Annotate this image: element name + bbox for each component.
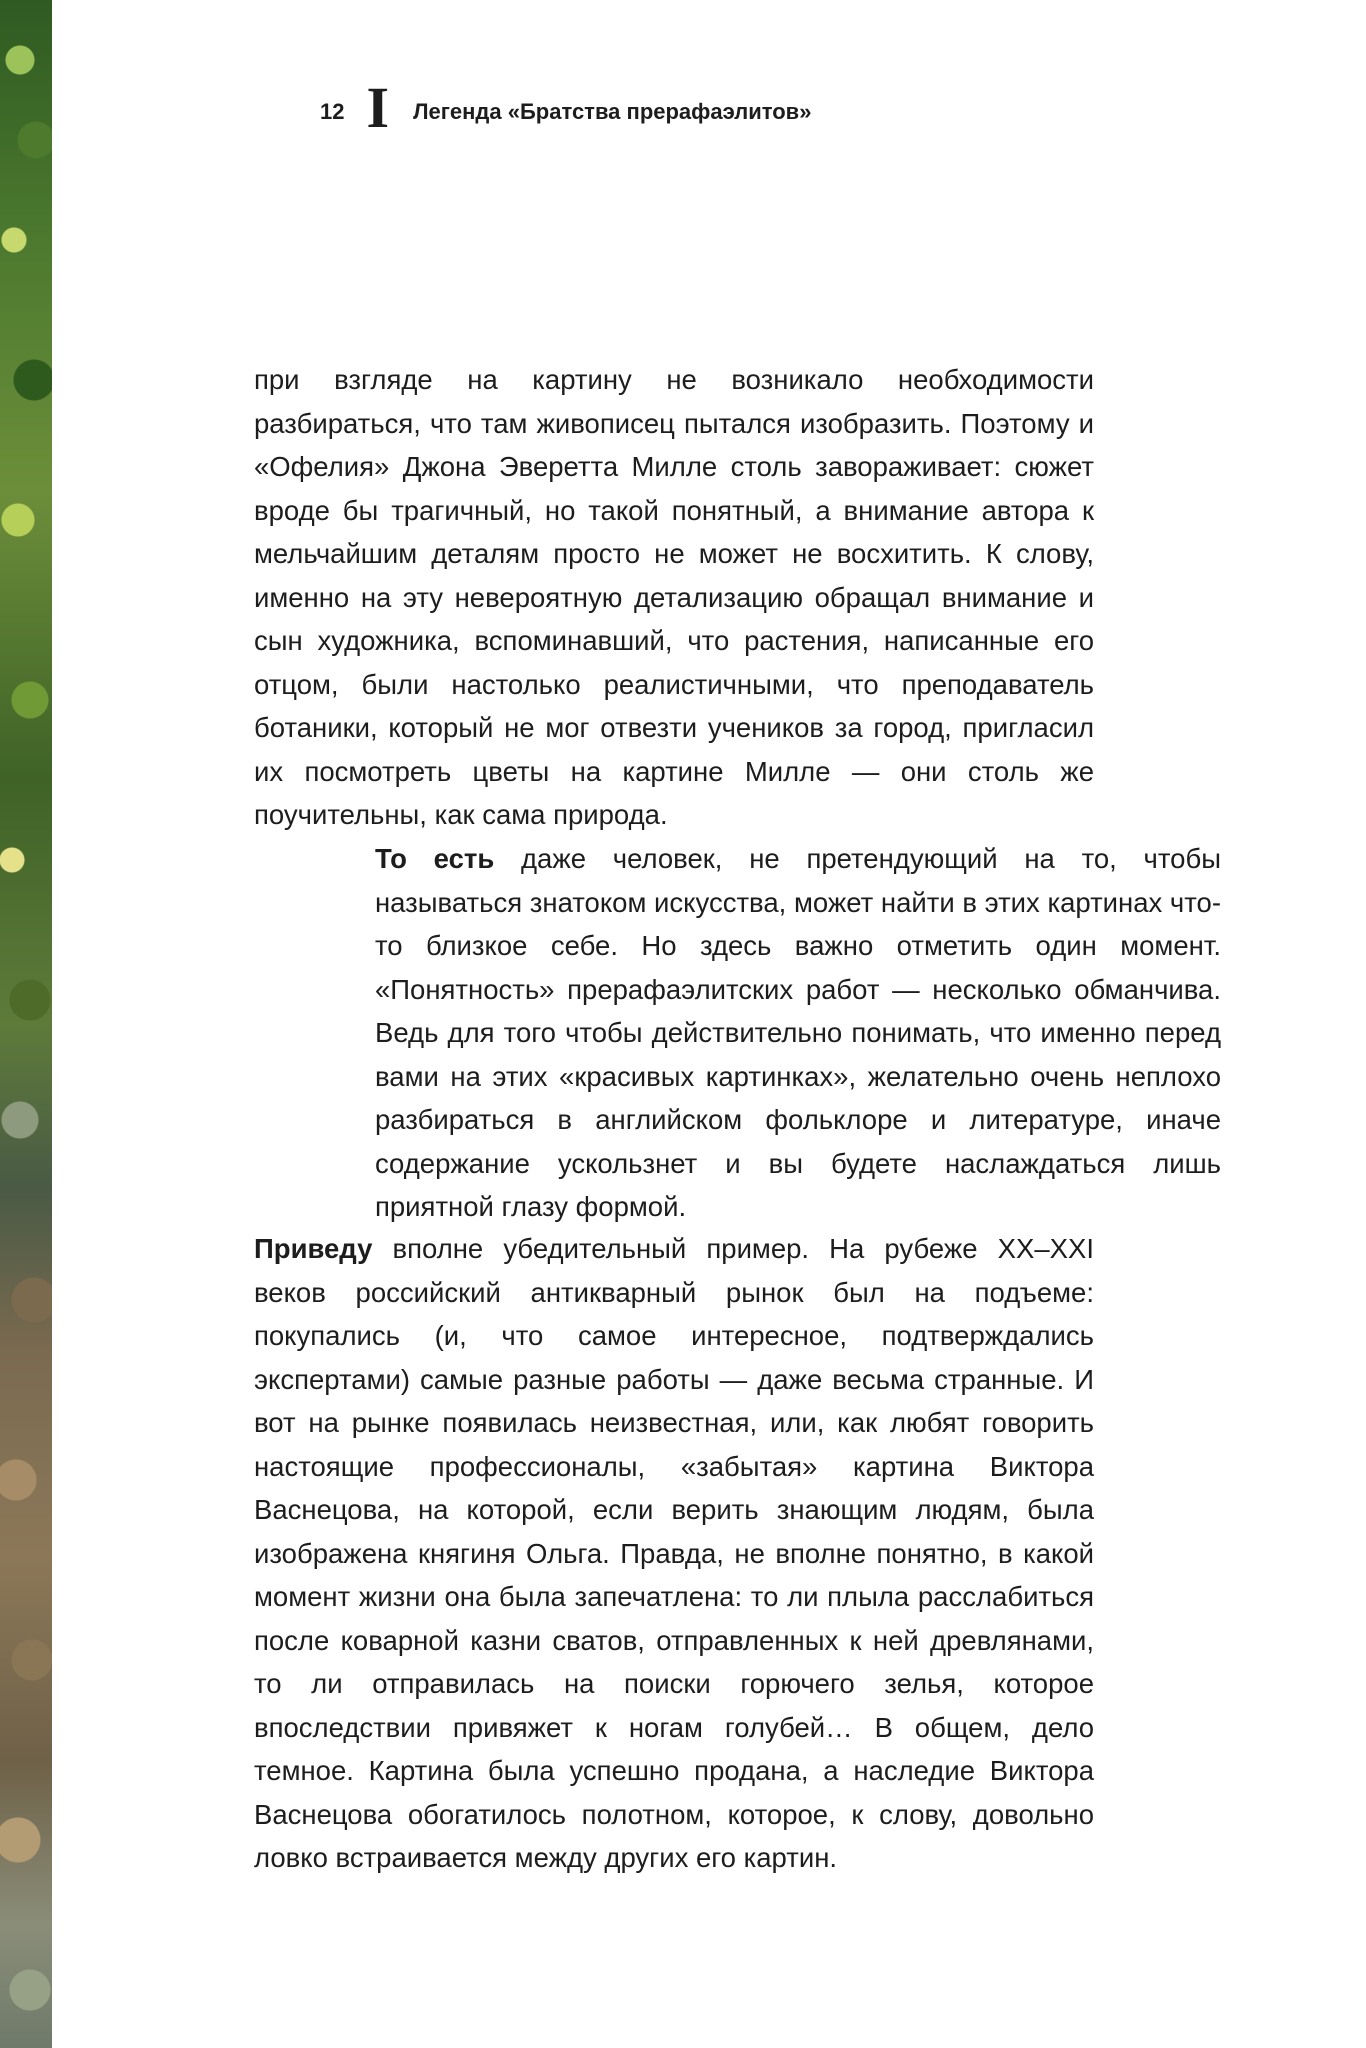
running-header	[320, 75, 812, 142]
paragraph-text: при взгляде на картину не возникало необходимости разбираться, что там живописец пытался изобразить. Поэтому и «Офелия» Джона Эверетта Милле столь завораживает: сюжет вроде бы трагичный, но такой понятный, а внимание автора к мельчайшим деталям просто не может не восхитить. К слову, именно на эту невероятную детализацию обращал внимание и сын художника, вспоминавший, что растения, написанные его отцом, были настолько реалистичными, что преподаватель ботаники, который не мог отвезти учеников за город, пригласил их посмотреть цветы на картине Милле — они столь же поучительны, как сама природа.	[254, 364, 1094, 830]
paragraph-text: даже человек, не претендующий на то, чтобы называться знатоком искусства, может найти в этих картинах что-то близкое себе. Но здесь важно отметить один момент. «Понятность» прерафаэлитских работ — несколько обманчива. Ведь для того чтобы действительно понимать, что именно перед вами на этих «красивых картинках», желательно очень неплохо разбираться в английском фольклоре и литературе, иначе содержание ускользнет и вы будете наслаждаться лишь приятной глазу формой.	[375, 843, 1221, 1222]
paragraph-text: вполне убедительный пример. На рубеже XX–XXI веков российский антикварный рынок был на подъеме: покупались (и, что самое интересное, подтверждались экспертами) самые разные работы — даже весьма странные. И вот на рынке появилась неизвестная, или, как любят говорить настоящие профессионалы, «забытая» картина Виктора Васнецова, на которой, если верить знающим людям, была изображена княгиня Ольга. Правда, не вполне понятно, в какой момент жизни она была запечатлена: то ли плыла расслабиться после коварной казни сватов, отправленных к ней древлянами, то ли отправилась на поиски горючего зелья, которое впоследствии привяжет к ногам голубей… В общем, дело темное. Картина была успешно продана, а наследие Виктора Васнецова обогатилось полотном, которое, к слову, довольно ловко встраивается между других его картин.	[254, 1233, 1094, 1873]
page-number: 12	[320, 99, 345, 124]
paragraph-lead: То есть	[375, 843, 495, 874]
body-paragraph-2	[375, 837, 1221, 1229]
body-paragraph-3	[254, 1227, 1094, 1880]
running-header-title: Легенда «Братства прерафаэлитов»	[413, 99, 812, 124]
chapter-numeral: I	[366, 75, 390, 140]
body-paragraph-1	[254, 358, 1094, 837]
paragraph-lead: Приведу	[254, 1233, 373, 1264]
edge-photo-strip	[0, 0, 52, 2048]
